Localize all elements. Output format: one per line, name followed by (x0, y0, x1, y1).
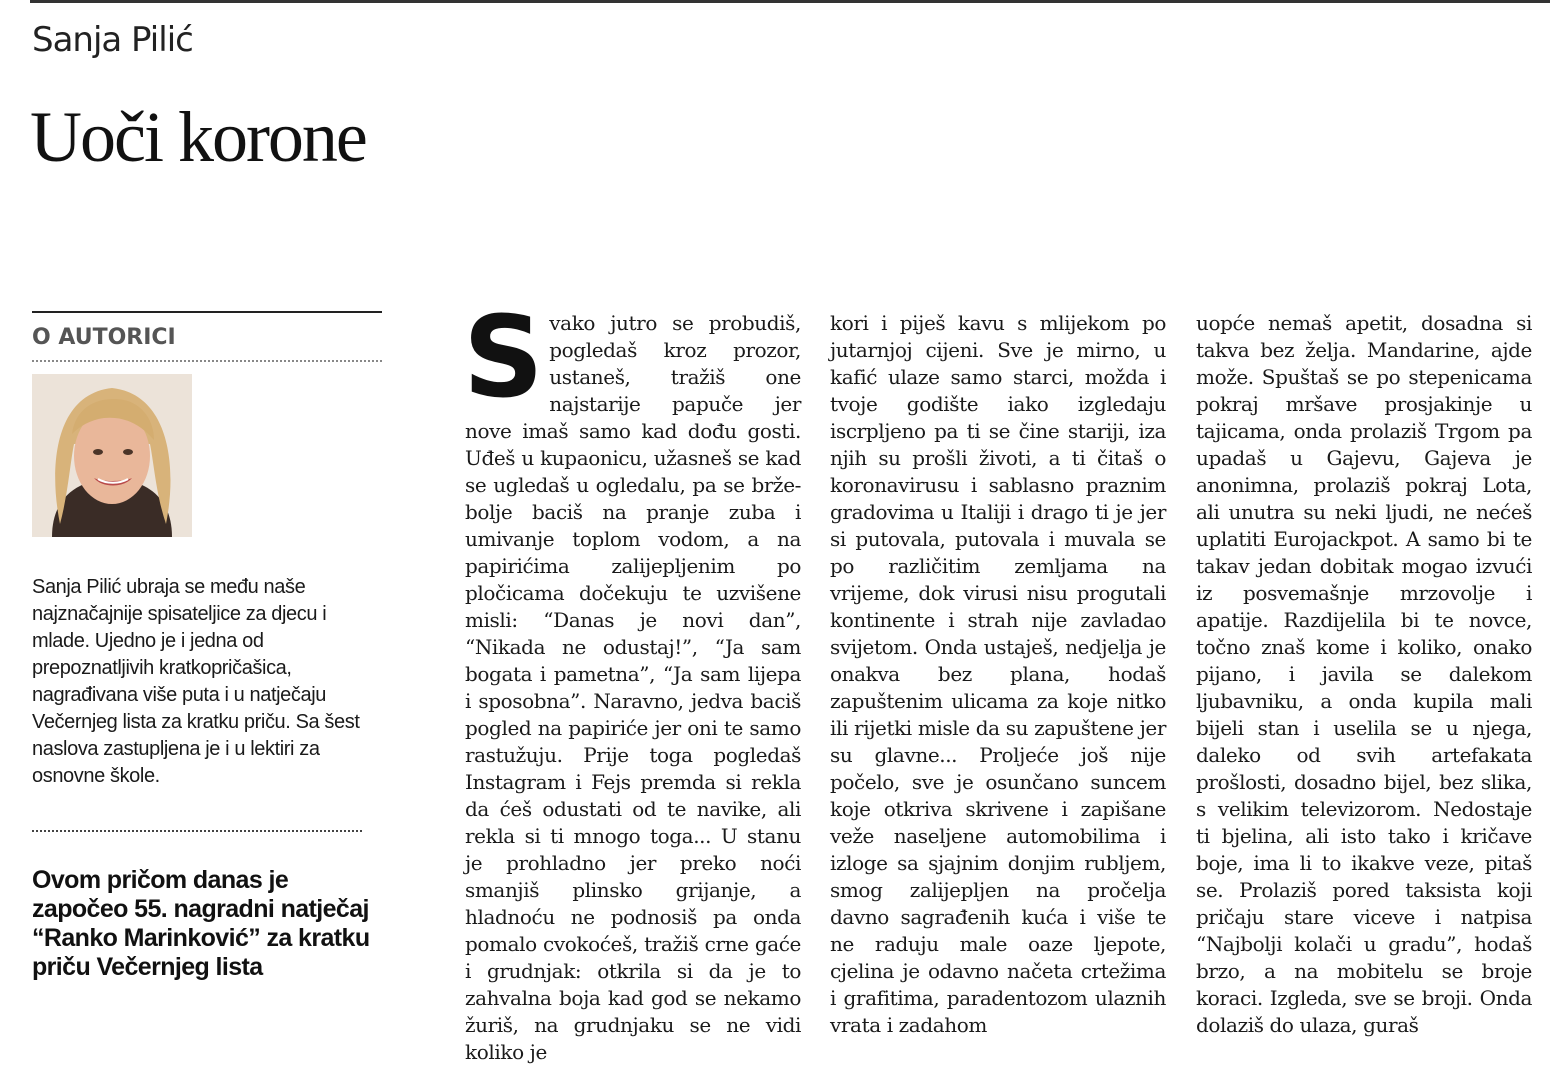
author-portrait-illustration (32, 374, 192, 537)
contest-promo: Ovom pričom danas je započeo 55. nagradni natječaj “Ranko Marinković” za kratku priču Večernjeg lista (32, 866, 370, 981)
top-rule (30, 0, 1550, 3)
column-text: uopće nemaš apetit, dosadna si takva bez želja. Mandarine, ajde može. Spuštaš se po stepenicama pokraj mršave prosjakinje u tajicama, onda prolaziš Trgom pa upadaš u Gajevu, Gajeva je anonimna, prolaziš pokraj Lota, ali unutra su neki ljudi, ne nećeš uplatiti Eurojackpot. A samo bi te takav jedan dobitak mogao izvući iz posvemašnje mrzovolje i apatije. Razdijelila bi te novce, točno znaš kome i koliko, onako pijano, i javila se dalekom ljubavniku, a onda kupila mali bijeli stan i uselila se u njega, daleko od svih artefakata prošlosti, dosadno bijel, bez slika, s velikim televizorom. Nedostaje ti bjelina, ali isto tako i kričave boje, ima li to ikakve veze, pitaš se. Prolaziš pored taksista koji pričaju stare viceve i natpisa “Najbolji kolači u gradu”, hodaš brzo, a na mobitelu se broje koraci. Izgleda, sve se broji. Onda dolaziš do ulaza, guraš (1196, 311, 1532, 1037)
drop-cap: S (463, 293, 544, 423)
sidebar-label: O AUTORICI (32, 325, 176, 350)
article-column-3 (1196, 310, 1532, 1039)
dotted-divider (32, 360, 382, 362)
column-text: vako jutro se probudiš, pogledaš kroz prozor, ustaneš, tražiš one najstarije papuče jer nove imaš samo kad dođu gosti. Uđeš u kupaonicu, užasneš se kad se ugledaš u ogledalu, pa se brže-bolje baciš na pranje zuba i umivanje toplom vodom, a na papirićima zalijepljenim po pločicama dočekuju te uzvišene misli: “Danas je novi dan”, “Nikada ne odustaj!”, “Ja sam bogata i pametna”, “Ja sam lijepa i sposobna”. Naravno, jedva baciš pogled na papiriće jer oni te samo rastužuju. Prije toga pogledaš Instagram i Fejs premda si rekla da ćeš odustati od te navike, ali rekla si ti mnogo toga... U stanu je prohladno jer preko noći smanjiš plinsko grijanje, a hladnoću ne podnosiš pa onda pomalo cvokoćeš, tražiš crne gaće i grudnjak: otkrila si da je to zahvalna boja kad god se nekamo žuriš, na grudnjaku se ne vidi koliko je (465, 311, 801, 1064)
article-column-2 (830, 310, 1166, 1039)
article-title: Uoči korone (30, 97, 366, 177)
author-photo (32, 374, 192, 537)
sidebar-rule (32, 311, 382, 313)
author-byline: Sanja Pilić (32, 20, 193, 60)
article-column-1 (463, 293, 801, 1066)
author-bio: Sanja Pilić ubraja se među naše najznačajnije spisateljice za djecu i mlade. Ujedno je i jedna od prepoznatljivih kratkopričašica, nagrađivana više puta i u natječaju Večernjeg lista za kratku priču. Sa šest naslova zastupljena je i u lektiri za osnovne škole. (32, 576, 360, 787)
column-text: kori i piješ kavu s mlijekom po jutarnjoj cijeni. Sve je mirno, u kafić ulaze samo starci, možda i tvoje godište iako izgledaju iscrpljeno pa ti se čine stariji, iza njih su prošli životi, a ti čitaš o koronavirusu i sablasno praznim gradovima u Italiji i drago ti je jer si putovala, putovala i muvala se po različitim zemljama na vrijeme, dok virusi nisu progutali kontinente i strah nije zavladao svijetom. Onda ustaješ, nedjelja je onakva bez plana, hodaš zapuštenim ulicama za koje nitko ili rijetki misle da su zapuštene jer su glavne... Proljeće još nije počelo, sve je osunčano suncem koje otkriva skrivene i zapišane veže naseljene automobilima i izloge sa sjajnim donjim rubljem, smog zalijepljen na pročelja davno sagrađenih kuća i više te ne raduju male oaze ljepote, cjelina je odavno načeta crtežima i grafitima, paradentozom ulaznih vrata i zadahom (830, 311, 1166, 1037)
author-sidebar (32, 311, 382, 982)
dotted-divider (32, 830, 362, 832)
